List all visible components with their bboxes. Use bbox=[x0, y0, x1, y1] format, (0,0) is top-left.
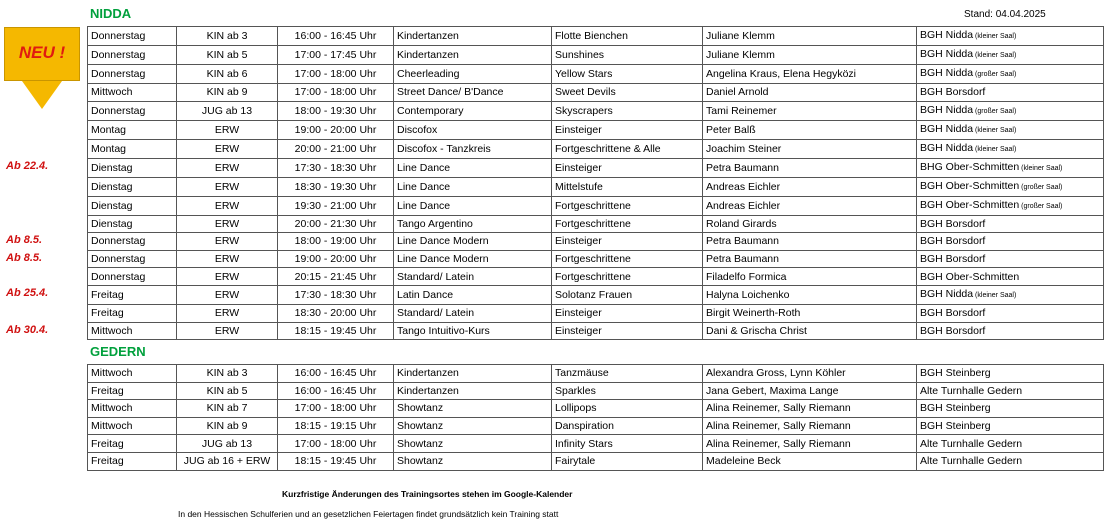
cell-team: Fortgeschrittene bbox=[552, 250, 703, 268]
cell-time: 18:00 - 19:30 Uhr bbox=[278, 101, 394, 120]
cell-group: KIN ab 7 bbox=[177, 400, 278, 418]
cell-time: 18:15 - 19:45 Uhr bbox=[278, 452, 394, 470]
cell-style: Showtanz bbox=[394, 452, 552, 470]
cell-trainer: Dani & Grischa Christ bbox=[703, 322, 917, 340]
cell-group: KIN ab 5 bbox=[177, 382, 278, 400]
cell-venue bbox=[917, 250, 1104, 268]
cell-style: Showtanz bbox=[394, 417, 552, 435]
cell-group: ERW bbox=[177, 250, 278, 268]
cell-venue bbox=[917, 417, 1104, 435]
cell-trainer: Birgit Weinerth-Roth bbox=[703, 304, 917, 322]
cell-style: Kindertanzen bbox=[394, 27, 552, 46]
cell-team: Fortgeschrittene bbox=[552, 215, 703, 233]
cell-venue bbox=[917, 435, 1104, 453]
cell-time: 20:15 - 21:45 Uhr bbox=[278, 268, 394, 286]
table-row bbox=[88, 158, 1104, 177]
cell-day: Donnerstag bbox=[88, 27, 177, 46]
cell-time: 17:00 - 18:00 Uhr bbox=[278, 65, 394, 84]
venue-name: BGH Nidda bbox=[920, 141, 974, 154]
venue-name: BGH Borsdorf bbox=[920, 217, 986, 230]
cell-style: Discofox - Tanzkreis bbox=[394, 139, 552, 158]
cell-group: KIN ab 6 bbox=[177, 65, 278, 84]
venue-name: Alte Turnhalle Gedern bbox=[920, 384, 1023, 397]
table-row bbox=[88, 233, 1104, 251]
cell-team: Solotanz Frauen bbox=[552, 285, 703, 304]
venue-room: (kleiner Saal) bbox=[973, 52, 1017, 59]
cell-team: Sunshines bbox=[552, 46, 703, 65]
table-row bbox=[88, 400, 1104, 418]
table-row bbox=[88, 285, 1104, 304]
cell-day: Donnerstag bbox=[88, 46, 177, 65]
cell-time: 19:00 - 20:00 Uhr bbox=[278, 250, 394, 268]
cell-team: Einsteiger bbox=[552, 322, 703, 340]
cell-venue bbox=[917, 400, 1104, 418]
cell-day: Donnerstag bbox=[88, 268, 177, 286]
cell-venue bbox=[917, 322, 1104, 340]
venue-room: (kleiner Saal) bbox=[973, 126, 1017, 134]
table-row bbox=[88, 196, 1104, 215]
gedern-title: GEDERN bbox=[90, 344, 146, 359]
venue-name: BGH Nidda bbox=[920, 122, 974, 135]
venue-room: (großer Saal) bbox=[973, 107, 1017, 115]
cell-venue bbox=[917, 285, 1104, 304]
cell-style: Discofox bbox=[394, 120, 552, 139]
cell-team: Einsteiger bbox=[552, 233, 703, 251]
table-row bbox=[88, 139, 1104, 158]
cell-venue bbox=[917, 177, 1104, 196]
cell-group: KIN ab 5 bbox=[177, 46, 278, 65]
cell-team: Infinity Stars bbox=[552, 435, 703, 453]
cell-time: 16:00 - 16:45 Uhr bbox=[278, 365, 394, 383]
cell-time: 20:00 - 21:30 Uhr bbox=[278, 215, 394, 233]
cell-group: KIN ab 9 bbox=[177, 417, 278, 435]
cell-group: ERW bbox=[177, 158, 278, 177]
cell-trainer: Halyna Loichenko bbox=[703, 285, 917, 304]
cell-day: Mittwoch bbox=[88, 322, 177, 340]
cell-time: 17:00 - 17:45 Uhr bbox=[278, 46, 394, 65]
venue-room: (großer Saal) bbox=[1019, 202, 1063, 210]
table-row bbox=[88, 46, 1104, 65]
venue-name: BGH Borsdorf bbox=[920, 86, 986, 99]
cell-group: ERW bbox=[177, 215, 278, 233]
cell-team: Sweet Devils bbox=[552, 84, 703, 102]
cell-time: 18:30 - 20:00 Uhr bbox=[278, 304, 394, 322]
table-row bbox=[88, 304, 1104, 322]
table-row bbox=[88, 120, 1104, 139]
cell-style: Street Dance/ B'Dance bbox=[394, 84, 552, 102]
cell-venue bbox=[917, 27, 1104, 46]
venue-name: BGH Ober-Schmitten bbox=[920, 198, 1020, 211]
cell-team: Fairytale bbox=[552, 452, 703, 470]
cell-team: Fortgeschrittene bbox=[552, 268, 703, 286]
start-date-note: Ab 8.5. bbox=[6, 252, 43, 264]
cell-group: ERW bbox=[177, 196, 278, 215]
cell-group: ERW bbox=[177, 285, 278, 304]
cell-venue bbox=[917, 101, 1104, 120]
table-row bbox=[88, 322, 1104, 340]
cell-venue bbox=[917, 46, 1104, 65]
cell-venue bbox=[917, 452, 1104, 470]
cell-style: Tango Argentino bbox=[394, 215, 552, 233]
cell-time: 18:30 - 19:30 Uhr bbox=[278, 177, 394, 196]
venue-room: (kleiner Saal) bbox=[973, 291, 1017, 299]
table-row bbox=[88, 250, 1104, 268]
cell-team: Einsteiger bbox=[552, 304, 703, 322]
cell-time: 18:00 - 19:00 Uhr bbox=[278, 233, 394, 251]
cell-trainer: Andreas Eichler bbox=[703, 196, 917, 215]
cell-style: Latin Dance bbox=[394, 285, 552, 304]
cell-time: 17:00 - 18:00 Uhr bbox=[278, 400, 394, 418]
venue-name: BGH Nidda bbox=[920, 287, 974, 300]
cell-team: Fortgeschrittene & Alle bbox=[552, 139, 703, 158]
table-row bbox=[88, 382, 1104, 400]
cell-venue bbox=[917, 365, 1104, 383]
cell-group: ERW bbox=[177, 139, 278, 158]
table-row bbox=[88, 417, 1104, 435]
cell-style: Tango Intuitivo-Kurs bbox=[394, 322, 552, 340]
cell-style: Kindertanzen bbox=[394, 382, 552, 400]
cell-group: JUG ab 13 bbox=[177, 101, 278, 120]
cell-team: Tanzmäuse bbox=[552, 365, 703, 383]
cell-time: 17:30 - 18:30 Uhr bbox=[278, 285, 394, 304]
table-row bbox=[88, 268, 1104, 286]
cell-trainer: Filadelfo Formica bbox=[703, 268, 917, 286]
cell-time: 16:00 - 16:45 Uhr bbox=[278, 382, 394, 400]
venue-name: BGH Borsdorf bbox=[920, 307, 986, 320]
start-date-note: Ab 22.4. bbox=[6, 160, 49, 172]
cell-style: Showtanz bbox=[394, 435, 552, 453]
cell-venue bbox=[917, 65, 1104, 84]
cell-group: JUG ab 16 + ERW bbox=[177, 452, 278, 470]
cell-group: KIN ab 3 bbox=[177, 365, 278, 383]
cell-style: Kindertanzen bbox=[394, 46, 552, 65]
cell-style: Standard/ Latein bbox=[394, 268, 552, 286]
cell-time: 19:30 - 21:00 Uhr bbox=[278, 196, 394, 215]
cell-trainer: Alina Reinemer, Sally Riemann bbox=[703, 400, 917, 418]
cell-time: 17:00 - 18:00 Uhr bbox=[278, 84, 394, 102]
cell-trainer: Joachim Steiner bbox=[703, 139, 917, 158]
cell-group: ERW bbox=[177, 304, 278, 322]
table-row bbox=[88, 215, 1104, 233]
table-row bbox=[88, 84, 1104, 102]
cell-trainer: Peter Balß bbox=[703, 120, 917, 139]
venue-name: BGH Borsdorf bbox=[920, 253, 986, 266]
cell-trainer: Daniel Arnold bbox=[703, 84, 917, 102]
venue-name: BGH Nidda bbox=[920, 103, 974, 116]
cell-trainer: Roland Girards bbox=[703, 215, 917, 233]
cell-day: Dienstag bbox=[88, 196, 177, 215]
cell-trainer: Alina Reinemer, Sally Riemann bbox=[703, 435, 917, 453]
cell-day: Freitag bbox=[88, 452, 177, 470]
cell-venue bbox=[917, 382, 1104, 400]
cell-venue bbox=[917, 215, 1104, 233]
cell-group: KIN ab 3 bbox=[177, 27, 278, 46]
cell-trainer: Alina Reinemer, Sally Riemann bbox=[703, 417, 917, 435]
venue-name: BGH Steinberg bbox=[920, 367, 991, 380]
cell-trainer: Andreas Eichler bbox=[703, 177, 917, 196]
cell-day: Freitag bbox=[88, 304, 177, 322]
cell-group: JUG ab 13 bbox=[177, 435, 278, 453]
cell-time: 20:00 - 21:00 Uhr bbox=[278, 139, 394, 158]
table-row bbox=[88, 365, 1104, 383]
cell-day: Donnerstag bbox=[88, 101, 177, 120]
cell-time: 18:15 - 19:45 Uhr bbox=[278, 322, 394, 340]
venue-name: Alte Turnhalle Gedern bbox=[920, 455, 1023, 468]
cell-team: Lollipops bbox=[552, 400, 703, 418]
table-row bbox=[88, 101, 1104, 120]
cell-trainer: Madeleine Beck bbox=[703, 452, 917, 470]
cell-day: Donnerstag bbox=[88, 233, 177, 251]
cell-trainer: Petra Baumann bbox=[703, 158, 917, 177]
cell-day: Montag bbox=[88, 139, 177, 158]
cell-day: Mittwoch bbox=[88, 365, 177, 383]
cell-venue bbox=[917, 196, 1104, 215]
cell-style: Line Dance Modern bbox=[394, 233, 552, 251]
cell-style: Contemporary bbox=[394, 101, 552, 120]
cell-trainer: Juliane Klemm bbox=[703, 27, 917, 46]
cell-day: Freitag bbox=[88, 285, 177, 304]
footer-note-holidays: In den Hessischen Schulferien und an gesetzlichen Feiertagen findet grundsätzlich kein Training statt bbox=[178, 509, 559, 519]
cell-style: Kindertanzen bbox=[394, 365, 552, 383]
venue-name: BGH Nidda bbox=[920, 67, 974, 79]
venue-name: BGH Borsdorf bbox=[920, 324, 986, 337]
cell-team: Sparkles bbox=[552, 382, 703, 400]
cell-group: ERW bbox=[177, 120, 278, 139]
cell-team: Yellow Stars bbox=[552, 65, 703, 84]
venue-name: BGH Ober-Schmitten bbox=[920, 179, 1020, 192]
cell-day: Mittwoch bbox=[88, 417, 177, 435]
cell-venue bbox=[917, 120, 1104, 139]
cell-style: Cheerleading bbox=[394, 65, 552, 84]
start-date-note: Ab 30.4. bbox=[6, 324, 49, 336]
cell-group: ERW bbox=[177, 233, 278, 251]
cell-trainer: Tami Reinemer bbox=[703, 101, 917, 120]
cell-venue bbox=[917, 84, 1104, 102]
cell-day: Freitag bbox=[88, 382, 177, 400]
table-row bbox=[88, 27, 1104, 46]
cell-time: 18:15 - 19:15 Uhr bbox=[278, 417, 394, 435]
cell-trainer: Petra Baumann bbox=[703, 250, 917, 268]
table-row bbox=[88, 452, 1104, 470]
venue-name: BGH Steinberg bbox=[920, 402, 991, 415]
venue-name: BGH Borsdorf bbox=[920, 235, 986, 248]
nidda-schedule-table bbox=[87, 26, 1104, 340]
venue-room: (kleiner Saal) bbox=[1019, 164, 1063, 172]
cell-team: Fortgeschrittene bbox=[552, 196, 703, 215]
cell-day: Dienstag bbox=[88, 177, 177, 196]
cell-team: Skyscrapers bbox=[552, 101, 703, 120]
cell-venue bbox=[917, 304, 1104, 322]
stand-date: Stand: 04.04.2025 bbox=[964, 9, 1046, 20]
cell-day: Dienstag bbox=[88, 158, 177, 177]
venue-name: BHG Ober-Schmitten bbox=[920, 160, 1020, 173]
cell-team: Danspiration bbox=[552, 417, 703, 435]
cell-group: KIN ab 9 bbox=[177, 84, 278, 102]
cell-style: Line Dance Modern bbox=[394, 250, 552, 268]
venue-name: BGH Ober-Schmitten bbox=[920, 270, 1020, 283]
cell-day: Dienstag bbox=[88, 215, 177, 233]
new-badge-label: NEU ! bbox=[18, 43, 66, 62]
cell-team: Einsteiger bbox=[552, 120, 703, 139]
cell-venue bbox=[917, 139, 1104, 158]
cell-style: Line Dance bbox=[394, 177, 552, 196]
cell-team: Mittelstufe bbox=[552, 177, 703, 196]
table-row bbox=[88, 65, 1104, 84]
venue-name: Alte Turnhalle Gedern bbox=[920, 437, 1023, 450]
new-badge bbox=[4, 27, 82, 111]
cell-team: Einsteiger bbox=[552, 158, 703, 177]
table-row bbox=[88, 435, 1104, 453]
cell-day: Donnerstag bbox=[88, 250, 177, 268]
start-date-note: Ab 8.5. bbox=[6, 234, 43, 246]
cell-style: Showtanz bbox=[394, 400, 552, 418]
table-row bbox=[88, 177, 1104, 196]
cell-trainer: Jana Gebert, Maxima Lange bbox=[703, 382, 917, 400]
gedern-schedule-table bbox=[87, 364, 1104, 471]
cell-day: Montag bbox=[88, 120, 177, 139]
cell-day: Mittwoch bbox=[88, 84, 177, 102]
nidda-title: NIDDA bbox=[90, 6, 132, 21]
cell-style: Standard/ Latein bbox=[394, 304, 552, 322]
cell-day: Mittwoch bbox=[88, 400, 177, 418]
start-date-note: Ab 25.4. bbox=[6, 287, 49, 299]
cell-group: ERW bbox=[177, 322, 278, 340]
venue-name: BGH Nidda bbox=[920, 29, 974, 41]
cell-group: ERW bbox=[177, 177, 278, 196]
cell-venue bbox=[917, 268, 1104, 286]
venue-room: (großer Saal) bbox=[973, 71, 1017, 78]
venue-room: (kleiner Saal) bbox=[973, 33, 1017, 40]
cell-day: Freitag bbox=[88, 435, 177, 453]
cell-style: Line Dance bbox=[394, 196, 552, 215]
cell-time: 19:00 - 20:00 Uhr bbox=[278, 120, 394, 139]
cell-team: Flotte Bienchen bbox=[552, 27, 703, 46]
venue-name: BGH Nidda bbox=[920, 48, 974, 60]
cell-trainer: Juliane Klemm bbox=[703, 46, 917, 65]
down-arrow-icon bbox=[22, 81, 62, 109]
cell-group: ERW bbox=[177, 268, 278, 286]
venue-room: (großer Saal) bbox=[1019, 183, 1063, 191]
cell-style: Line Dance bbox=[394, 158, 552, 177]
cell-trainer: Angelina Kraus, Elena Hegyközi bbox=[703, 65, 917, 84]
cell-trainer: Petra Baumann bbox=[703, 233, 917, 251]
venue-room: (kleiner Saal) bbox=[973, 145, 1017, 153]
cell-time: 17:30 - 18:30 Uhr bbox=[278, 158, 394, 177]
footer-note-calendar: Kurzfristige Änderungen des Trainingsortes stehen im Google-Kalender bbox=[282, 489, 573, 499]
cell-venue bbox=[917, 233, 1104, 251]
cell-time: 16:00 - 16:45 Uhr bbox=[278, 27, 394, 46]
cell-trainer: Alexandra Gross, Lynn Köhler bbox=[703, 365, 917, 383]
cell-day: Donnerstag bbox=[88, 65, 177, 84]
cell-time: 17:00 - 18:00 Uhr bbox=[278, 435, 394, 453]
cell-venue bbox=[917, 158, 1104, 177]
venue-name: BGH Steinberg bbox=[920, 420, 991, 433]
